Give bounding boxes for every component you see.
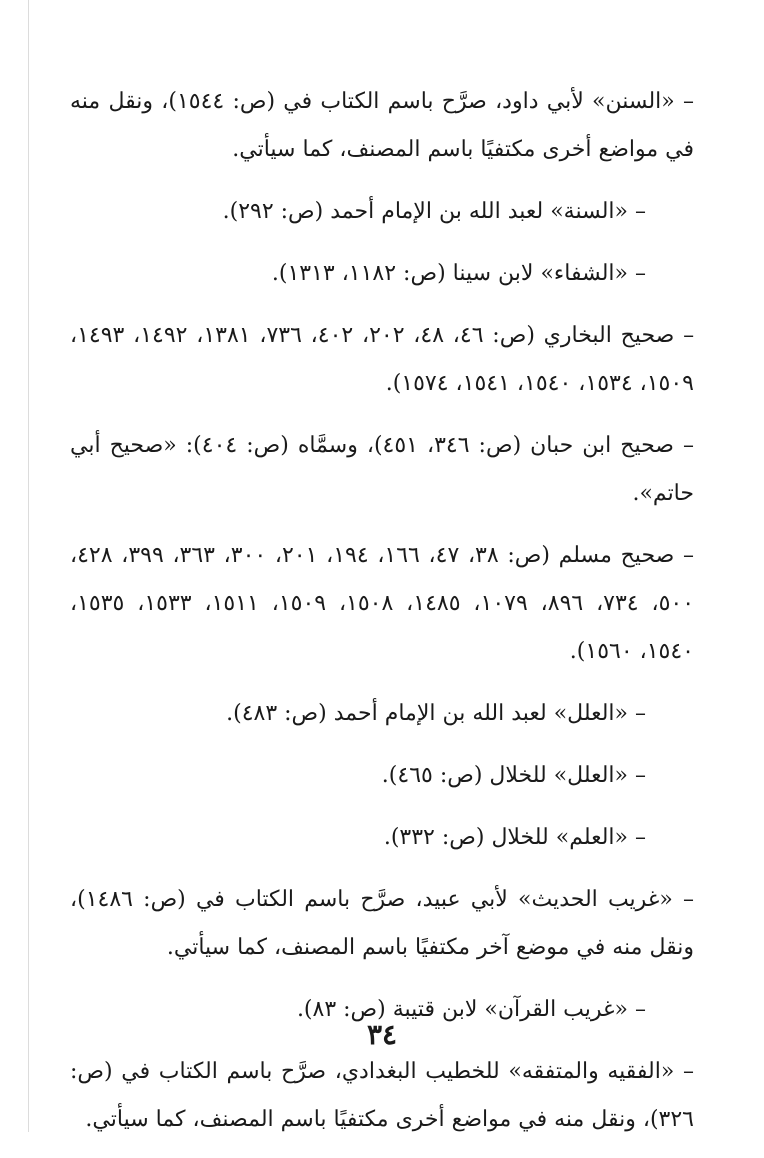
entry-sahih-muslim: – صحيح مسلم (ص: ٣٨، ٤٧، ١٦٦، ١٩٤، ٢٠١، ٣٠٠، ٣٦٣، ٣٩٩، ٤٢٨، ٥٠٠، ٧٣٤، ٨٩٦، ١٠٧٩، ١٤٨٥، ١٥٠٨، ١٥٠٩، ١٥١١، ١٥٣٣، ١٥٣٥، ١٥٤٠، ١٥٦٠). <box>70 543 695 664</box>
entry-gharib-quran: – «غريب القرآن» لابن قتيبة (ص: ٨٣). <box>296 997 646 1022</box>
entry-ilal-khallal: – «العلل» للخلال (ص: ٤٦٥). <box>381 763 646 788</box>
entry-faqih-mutafaqqih: – «الفقيه والمتفقه» للخطيب البغدادي، صرَّح باسم الكتاب في (ص: ٣٢٦)، ونقل منه في مواضع أخرى مكتفيًا باسم المصنف، كما سيأتي. <box>70 1059 694 1132</box>
entry-sahih-bukhari: – صحيح البخاري (ص: ٤٦، ٤٨، ٢٠٢، ٤٠٢، ٧٣٦، ١٣٨١، ١٤٩٢، ١٤٩٣، ١٥٠٩، ١٥٣٤، ١٥٤٠، ١٥٤١، ١٥٧٤). <box>70 323 695 396</box>
entry-sunan-abi-dawud: – «السنن» لأبي داود، صرَّح باسم الكتاب في (ص: ١٥٤٤)، ونقل منه في مواضع أخرى مكتفيًا باسم المصنف، كما سيأتي. <box>70 89 694 162</box>
page-edge-line <box>28 0 29 1132</box>
page-number: ٣٤ <box>366 1018 398 1051</box>
entry-sahih-ibn-hibban: – صحيح ابن حبان (ص: ٣٤٦، ٤٥١)، وسمَّاه (ص: ٤٠٤): «صحيح أبي حاتم». <box>70 433 694 506</box>
entry-ilal-abdullah: – «العلل» لعبد الله بن الإمام أحمد (ص: ٤٨٣). <box>226 701 646 726</box>
sources-list <box>70 78 694 1158</box>
entry-gharib-hadith: – «غريب الحديث» لأبي عبيد، صرَّح باسم الكتاب في (ص: ١٤٨٦)، ونقل منه في موضع آخر مكتفيًا باسم المصنف، كما سيأتي. <box>70 887 694 960</box>
entry-sunnah-abdullah: – «السنة» لعبد الله بن الإمام أحمد (ص: ٢٩٢). <box>222 199 646 224</box>
entry-shifa-ibn-sina: – «الشفاء» لابن سينا (ص: ١١٨٢، ١٣١٣). <box>271 261 646 286</box>
entry-ilm-khallal: – «العلم» للخلال (ص: ٣٣٢). <box>383 825 646 850</box>
